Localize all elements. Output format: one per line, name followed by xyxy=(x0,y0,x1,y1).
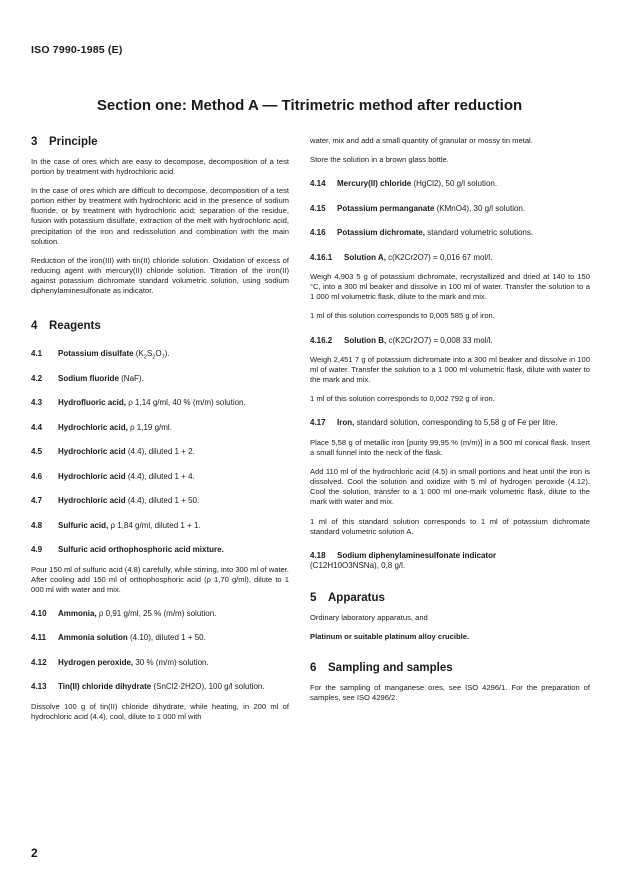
sampling-title: Sampling and samples xyxy=(328,661,453,674)
section-title: Section one: Method A — Titrimetric method after reduction xyxy=(96,97,523,114)
sampling-paragraph: For the sampling of manganese ores, see ISO 4296/1. For the preparation of samples, see ISO 4296/2. xyxy=(310,682,590,702)
reagent-4-1: 4.1 Potassium disulfate $(K_2S_2O_7)$. xyxy=(31,349,170,361)
reagent-4-18: 4.18 Sodium diphenylaminesulfonate indicator (C12H10O3NSNa), 0,8 g/l. xyxy=(310,550,497,571)
reagent-4-12: 4.12 Hydrogen peroxide, 30 % (m/m) solution. xyxy=(31,657,209,667)
principle-heading xyxy=(31,136,289,148)
reagent-4-9-paragraph: Pour 150 ml of sulfuric acid (4.8) carefully, while stirring, into 300 ml of water. After cooling add 150 ml of orthophosphoric acid (ρ 1,70 g/ml), dilute to 1 000 ml with water and mix. xyxy=(31,564,289,594)
reagent-4-5: 4.5 Hydrochloric acid (4.4), diluted 1 + 2. xyxy=(31,447,195,457)
sampling-heading xyxy=(310,662,590,674)
reagents-title: Reagents xyxy=(49,320,101,333)
reagent-4-15: 4.15 Potassium permanganate (KMnO4), 30 g/l solution. xyxy=(310,203,526,213)
left-column xyxy=(31,136,289,722)
apparatus-heading xyxy=(310,592,590,604)
standard-header: ISO 7990-1985 (E) xyxy=(31,44,123,56)
apparatus-title: Apparatus xyxy=(328,591,385,604)
apparatus-paragraph-2: Platinum or suitable platinum alloy crucible. xyxy=(310,631,470,641)
continued-paragraph: water, mix and add a small quantity of granular or mossy tin metal. xyxy=(310,136,533,145)
reagent-4-11: 4.11 Ammonia solution (4.10), diluted 1 + 50. xyxy=(31,633,206,643)
reagent-4-16-2-paragraph-1: Weigh 2,451 7 g of potassium dichromate into a 300 ml beaker and dissolve in 100 ml of water. Transfer the solution to a 1 000 ml volumetric flask, dilute with water to the mark and mix. xyxy=(310,355,590,385)
reagent-4-16-2: 4.16.2 Solution B, c(K2Cr2O7) = 0,008 33 mol/l. xyxy=(310,335,493,345)
reagent-4-13-paragraph: Dissolve 100 g of tin(II) chloride dihydrate, while heating, in 200 ml of hydrochloric acid (4.4), cool, dilute to 1 000 ml with xyxy=(31,701,289,721)
reagent-4-16-2-paragraph-2: 1 ml of this solution corresponds to 0,002 792 g of iron. xyxy=(310,394,495,404)
page-number: 2 xyxy=(31,846,38,860)
principle-paragraph-3: Reduction of the iron(III) with tin(II) chloride solution. Oxidation of excess of reducing agent with mercury(II) chloride solution. Titration of the iron(II) against potassium dichromate standard volumetric solution, using sodium diphenylaminesulfonate as indicator. xyxy=(31,255,289,296)
reagent-4-16: 4.16 Potassium dichromate, standard volumetric solutions. xyxy=(310,228,534,238)
principle-paragraph-1: In the case of ores which are easy to decompose, decomposition of a test portion by treatment with hydrochloric acid. xyxy=(31,157,289,177)
apparatus-paragraph-1: Ordinary laboratory apparatus, and xyxy=(310,612,428,622)
reagent-4-13: 4.13 Tin(II) chloride dihydrate (SnCl2·2H2O), 100 g/l solution. xyxy=(31,682,265,692)
reagents-heading xyxy=(31,320,289,332)
reagent-4-14: 4.14 Mercury(II) chloride (HgCl2), 50 g/l solution. xyxy=(310,179,498,189)
reagent-4-17: 4.17 Iron, standard solution, corresponding to 5,58 g of Fe per litre. xyxy=(310,418,558,428)
reagents-number: 4 xyxy=(31,320,38,333)
reagent-4-7: 4.7 Hydrochloric acid (4.4), diluted 1 + 50. xyxy=(31,496,200,506)
reagent-4-16-1-paragraph-2: 1 ml of this solution corresponds to 0,005 585 g of iron. xyxy=(310,311,495,321)
reagent-4-17-paragraph-2: Add 110 ml of the hydrochloric acid (4.5) in small portions and heat until the iron is dissolved. Cool the solution and oxidize with 5 ml of hydrogen peroxide (4.12). Cool the solution, transfer to a 1 000 ml one-mark volumetric flask, dilute to the mark with water and mix. xyxy=(310,467,590,507)
reagent-4-10: 4.10 Ammonia, ρ 0,91 g/ml, 25 % (m/m) solution. xyxy=(31,608,217,618)
reagent-4-2: 4.2 Sodium fluoride (NaF). xyxy=(31,373,144,383)
reagent-4-9: 4.9 Sulfuric acid orthophosphoric acid mixture. xyxy=(31,545,224,555)
reagent-4-6: 4.6 Hydrochloric acid (4.4), diluted 1 + 4. xyxy=(31,471,195,481)
principle-title: Principle xyxy=(49,136,98,148)
reagent-4-17-paragraph-1: Place 5,58 g of metallic iron [purity 99,95 % (m/m)] in a 500 ml conical flask. Insert a small funnel into the neck of the flask. xyxy=(310,437,590,458)
reagent-4-8: 4.8 Sulfuric acid, ρ 1,84 g/ml, diluted 1 + 1. xyxy=(31,520,201,530)
principle-paragraph-2: In the case of ores which are difficult to decompose, decomposition of a test portion either by treatment with hydrochloric acid in the presence of sodium fluoride, or by treatment with hydrochloric acid; separation of the residue, fusion with potassium disulfate, extraction of the melt with hydrochloric acid, precipitation of the iron and redissolution and combination with the main solution. xyxy=(31,186,289,246)
reagent-4-16-1-paragraph-1: Weigh 4,903 5 g of potassium dichromate, recrystallized and dried at 140 to 150 °C, into a 300 ml beaker and dissolve in 100 ml of water. Transfer the solution to a 1 000 ml volumetric flask, dilute to the mark and mix. xyxy=(310,272,590,302)
apparatus-number: 5 xyxy=(310,591,317,604)
principle-number: 3 xyxy=(31,136,38,148)
reagent-4-3: 4.3 Hydrofluoric acid, ρ 1,14 g/ml, 40 % (m/m) solution. xyxy=(31,398,246,408)
reagent-4-4: 4.4 Hydrochloric acid, ρ 1,19 g/ml. xyxy=(31,422,172,432)
reagent-4-16-1: 4.16.1 Solution A, c(K2Cr2O7) = 0,016 67 mol/l. xyxy=(310,252,493,262)
reagent-4-17-paragraph-3: 1 ml of this standard solution corresponds to 1 ml of potassium dichromate standard volumetric solution A. xyxy=(310,516,590,536)
right-column xyxy=(310,136,590,703)
sampling-number: 6 xyxy=(310,661,317,674)
storage-paragraph: Store the solution in a brown glass bottle. xyxy=(310,155,449,165)
